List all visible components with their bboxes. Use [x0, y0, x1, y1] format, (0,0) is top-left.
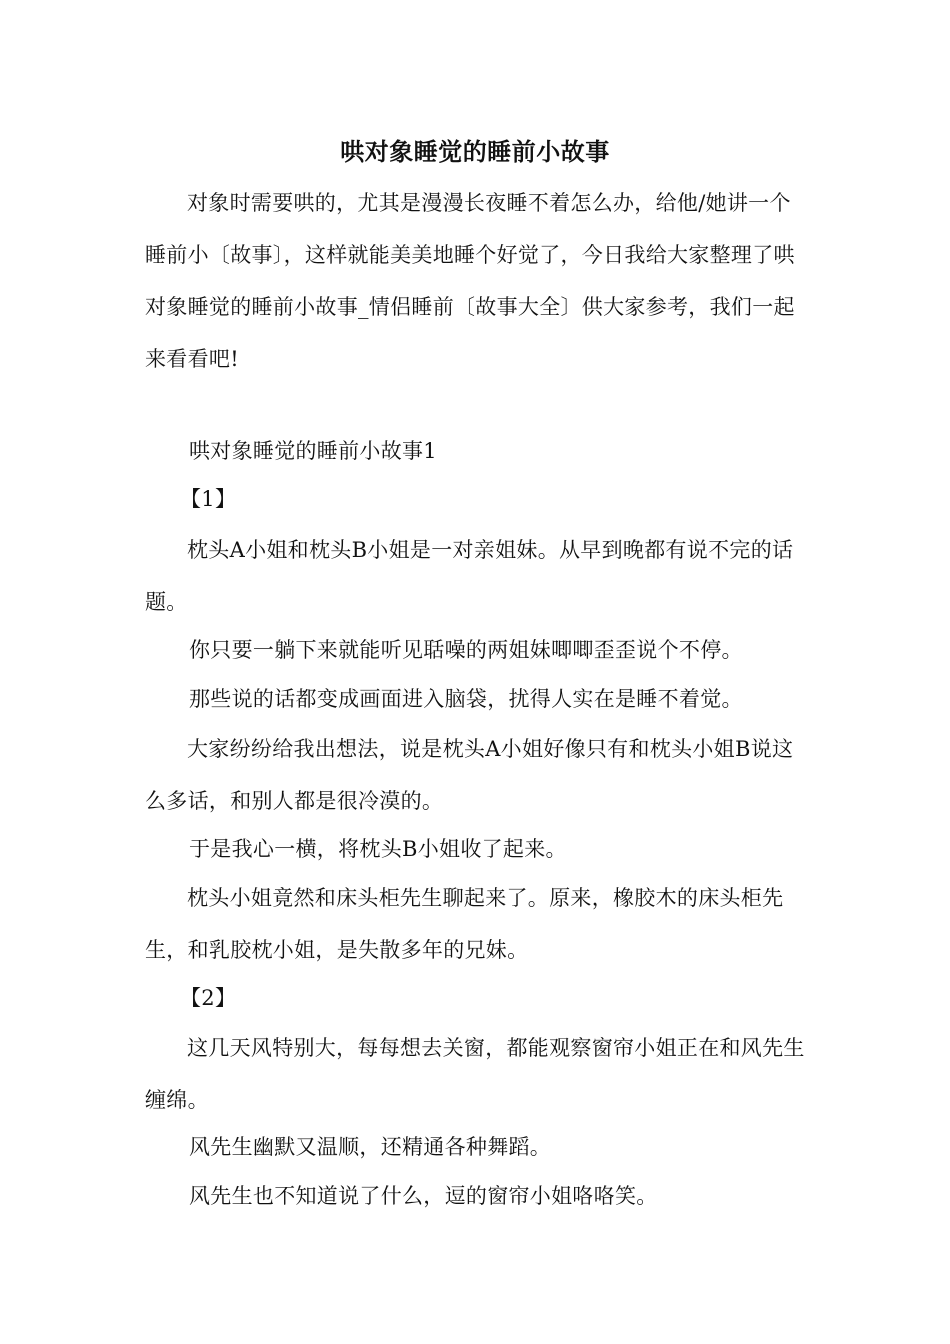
- section-heading: 哄对象睡觉的睡前小故事1: [189, 439, 437, 463]
- document-title: 哄对象睡觉的睡前小故事: [340, 137, 610, 166]
- story-paragraph: 风先生幽默又温顺，还精通各种舞蹈。: [189, 1135, 552, 1159]
- story-paragraph: 枕头A小姐和枕头B小姐是一对亲姐妹。从早到晚都有说不完的话题。: [145, 538, 794, 614]
- section-marker-2: 【2】: [180, 986, 237, 1010]
- story-paragraph: 风先生也不知道说了什么，逗的窗帘小姐咯咯笑。: [189, 1184, 658, 1208]
- section-marker-1: 【1】: [180, 487, 237, 511]
- story-paragraph: 于是我心一横，将枕头B小姐收了起来。: [189, 837, 567, 861]
- intro-paragraph: 对象时需要哄的，尤其是漫漫长夜睡不着怎么办，给他/她讲一个睡前小〔故事〕，这样就能美美地睡个好觉了，今日我给大家整理了哄对象睡觉的睡前小故事_情侣睡前〔故事大全〕供大家参考，我们一起来看看吧!: [145, 191, 795, 371]
- story-paragraph: 枕头小姐竟然和床头柜先生聊起来了。原来，橡胶木的床头柜先生，和乳胶枕小姐，是失散多年的兄妹。: [145, 886, 784, 962]
- story-paragraph: 那些说的话都变成画面进入脑袋，扰得人实在是睡不着觉。: [189, 687, 743, 711]
- story-paragraph: 你只要一躺下来就能听见聒噪的两姐妹唧唧歪歪说个不停。: [189, 638, 743, 662]
- story-paragraph: 大家纷纷给我出想法，说是枕头A小姐好像只有和枕头小姐B说这么多话，和别人都是很冷漠的。: [145, 737, 794, 813]
- story-paragraph: 这几天风特别大，每每想去关窗，都能观察窗帘小姐正在和风先生缠绵。: [145, 1036, 805, 1112]
